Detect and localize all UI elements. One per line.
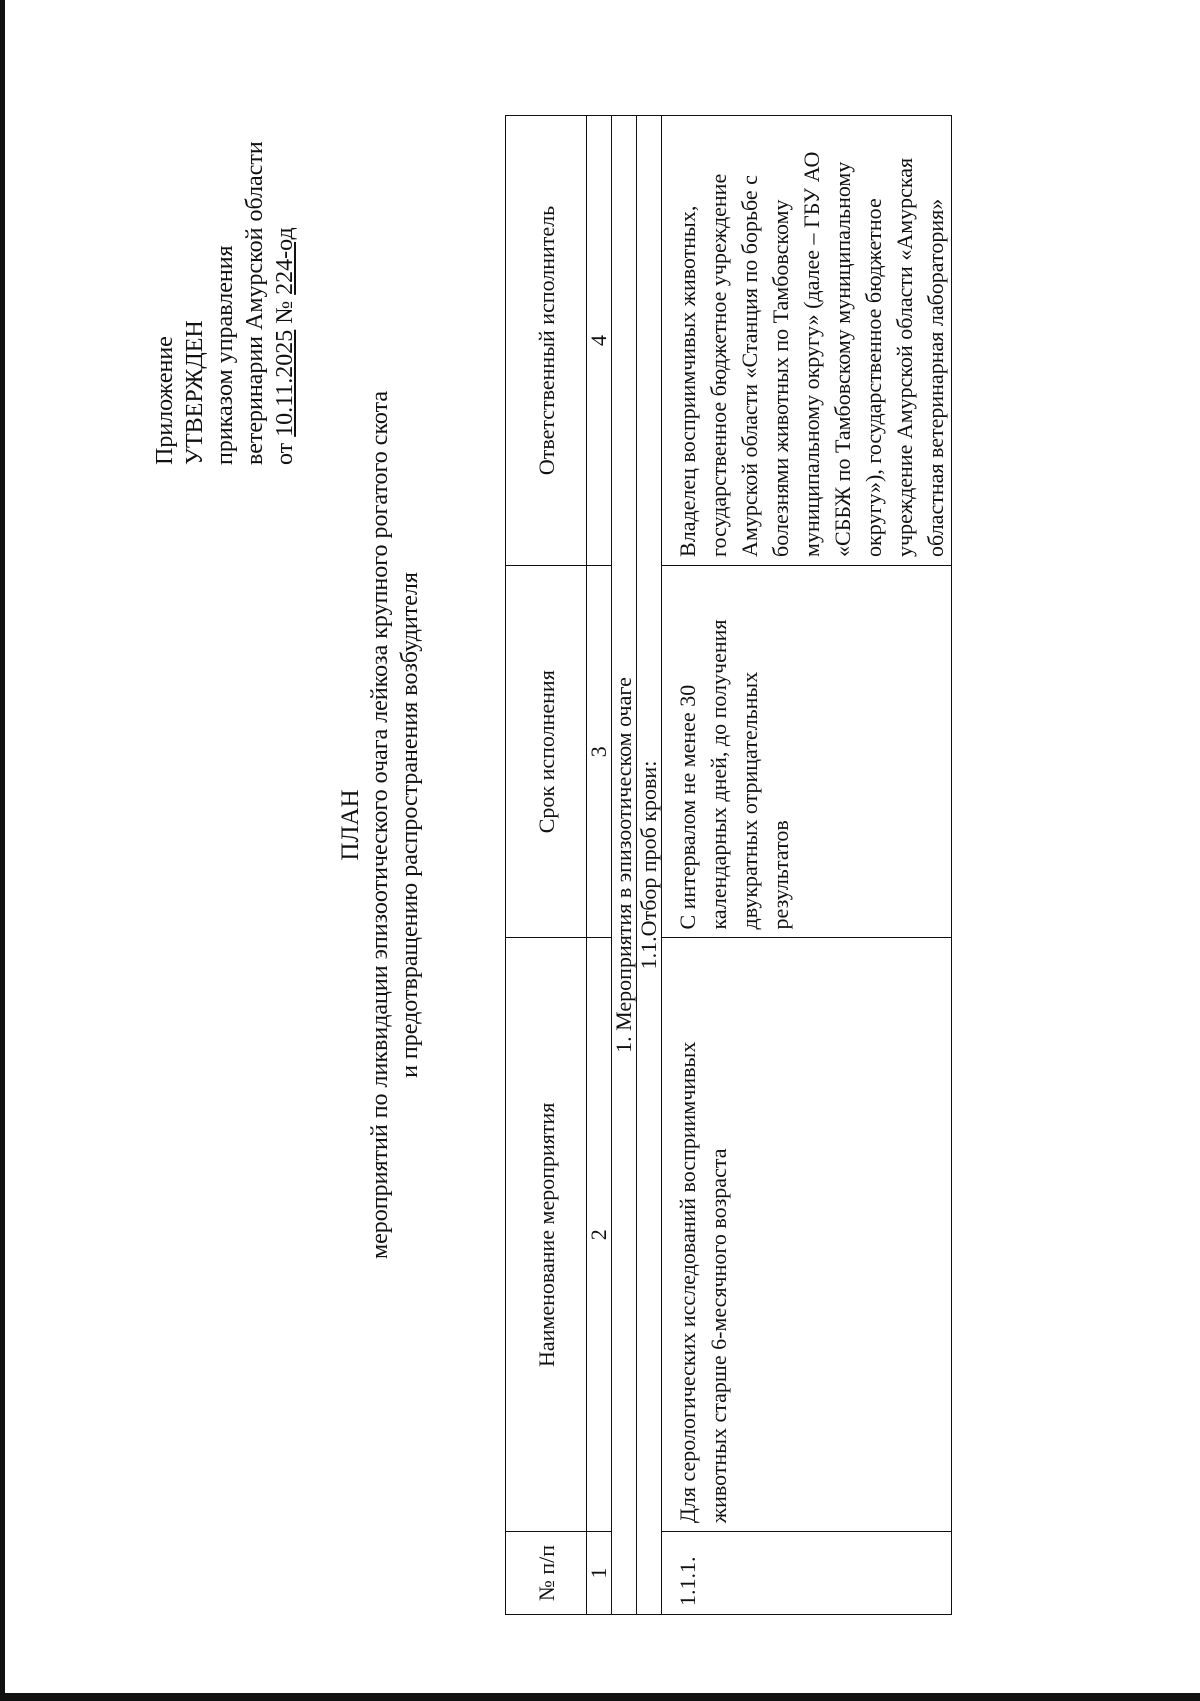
column-number-3: 3 — [587, 565, 612, 938]
section-title: 1. Мероприятия в эпизоотическом очаге — [612, 116, 637, 1615]
approval-number: 224-од — [272, 227, 298, 295]
row-number — [662, 1532, 952, 1615]
approval-date-line — [270, 45, 300, 465]
header-number: № п/п — [506, 1532, 587, 1615]
row-term — [662, 565, 952, 938]
column-number-2: 2 — [587, 938, 612, 1532]
header-responsible: Ответственный исполнитель — [506, 116, 587, 566]
approval-appendix-label: Приложение — [152, 336, 178, 465]
scan-border-bottom — [0, 1693, 1200, 1701]
column-number-4: 4 — [587, 116, 612, 566]
approval-order-line: приказом управления — [212, 245, 238, 465]
approval-block — [150, 45, 300, 465]
subsection-title: 1.1.Отбор проб крови: — [637, 116, 662, 1615]
plan-subtitle-line1: мероприятий по ликвидации эпизоотического очага лейкоза крупного рогатого скота — [367, 390, 393, 1260]
approval-number-sign: № — [272, 300, 298, 324]
header-name: Наименование мероприятия — [506, 938, 587, 1532]
row-responsible — [662, 116, 952, 566]
approval-date: 10.11.2025 — [272, 329, 298, 437]
document-page — [100, 35, 1200, 1615]
header-term: Срок исполнения — [506, 565, 587, 938]
plan-title: ПЛАН — [337, 789, 364, 861]
row-term-text: С интервалом не менее 30 календарных дней, до получения двукратных отрицательных результатов — [675, 619, 793, 930]
section-row — [612, 116, 637, 1615]
plan-subtitle — [365, 35, 425, 1615]
table-header-row — [506, 116, 587, 1615]
column-number-1: 1 — [587, 1532, 612, 1615]
row-name — [662, 938, 952, 1532]
approval-authority-line: ветеринарии Амурской области — [242, 141, 268, 465]
approval-approved-label: УТВЕРЖДЕН — [182, 320, 208, 465]
column-number-row — [587, 116, 612, 1615]
scan-border-left — [0, 0, 5, 1701]
approval-from-prefix: от — [272, 442, 298, 465]
plan-subtitle-line2: и предотвращению распространения возбудителя — [397, 572, 423, 1078]
plan-table — [505, 115, 952, 1615]
row-responsible-text: Владелец восприимчивых животных, государственное бюджетное учреждение Амурской области «Станция по борьбе с болезнями животных по Тамбовскому муниципальному округу» (далее – ГБУ АО «СББЖ по Тамбовскому муниципальному округу»), государственное бюджетное учреждение Амурской области «Амурская областная ветеринарная лаборатория» — [675, 151, 948, 557]
subsection-row — [637, 116, 662, 1615]
table-row — [662, 116, 952, 1615]
row-name-text: Для серологических исследований восприимчивых животных старше 6-месячного возраста — [675, 1041, 731, 1524]
row-number-text: 1.1.1. — [675, 1556, 700, 1606]
